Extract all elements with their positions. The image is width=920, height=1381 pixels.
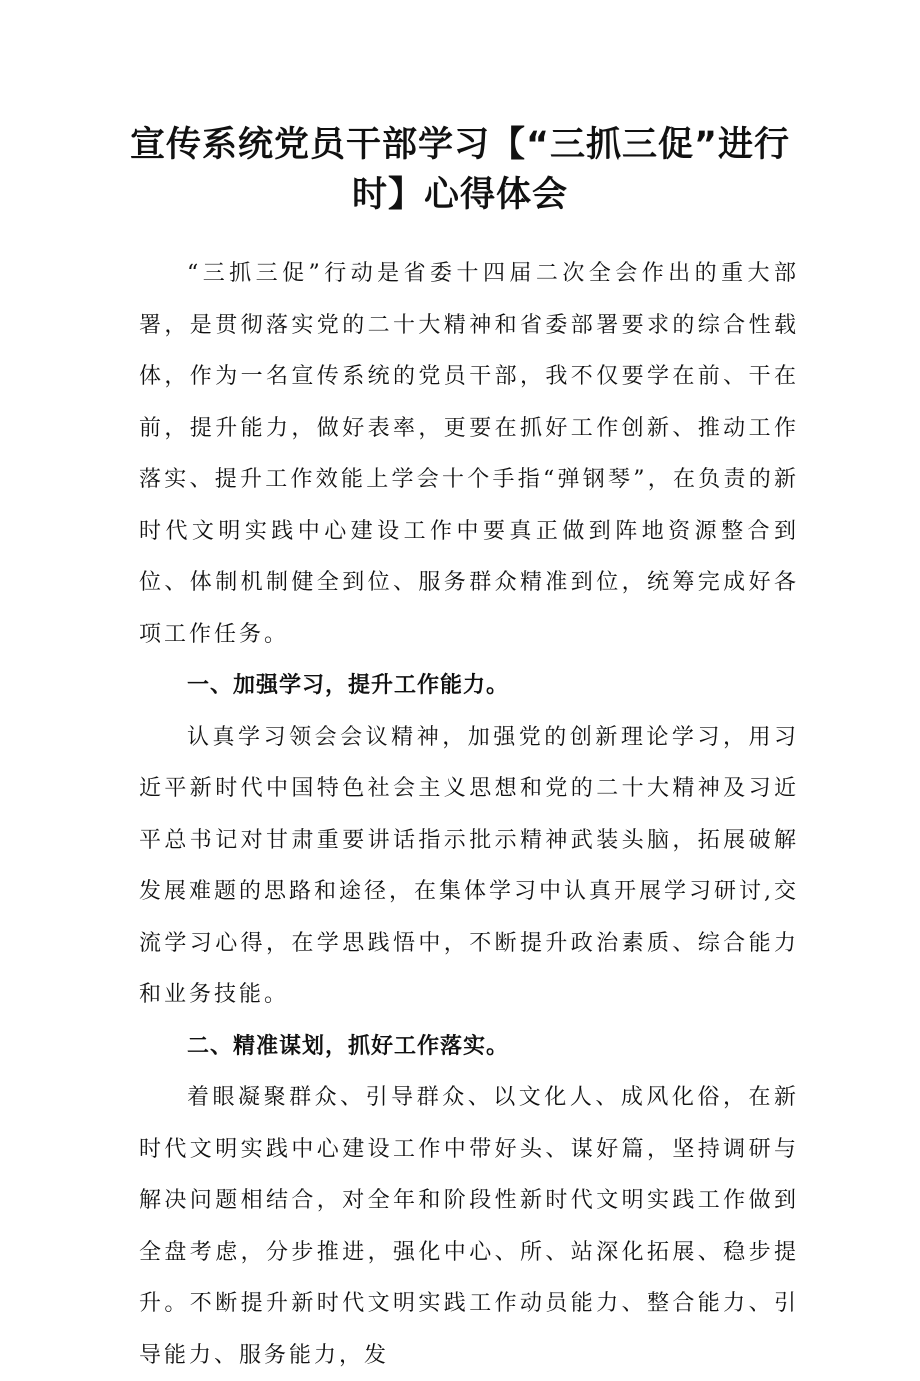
section-paragraph-2: 着眼凝聚群众、引导群众、以文化人、成风化俗，在新时代文明实践中心建设工作中带好头、谋好篇，坚持调研与解决问题相结合，对全年和阶段性新时代文明实践工作做到全盘考虑，分步推进，强化中心、所、站深化拓展、稳步提升。不断提升新时代文明实践工作动员能力、整合能力、引导能力、服务能力，发 <box>139 1085 799 1368</box>
intro-paragraph: “三抓三促”行动是省委十四届二次全会作出的重大部署，是贯彻落实党的二十大精神和省委部署要求的综合性载体，作为一名宣传系统的党员干部，我不仅要学在前、干在前，提升能力，做好表率，更要在抓好工作创新、推动工作落实、提升工作效能上学会十个手指“弹钢琴”，在负责的新时代文明实践中心建设工作中要真正做到阵地资源整合到位、体制机制健全到位、服务群众精准到位，统筹完成好各项工作任务。 <box>139 261 799 647</box>
document-title: 宣传系统党员干部学习【“三抓三促”进行时】心得体会 <box>129 125 790 215</box>
section-heading-2: 二、精准谋划，抓好工作落实。 <box>187 1033 510 1059</box>
section-paragraph-1: 认真学习领会会议精神，加强党的创新理论学习，用习近平新时代中国特色社会主义思想和党的二十大精神及习近平总书记对甘肃重要讲话指示批示精神武装头脑，拓展破解发展难题的思路和途径，在集体学习中认真开展学习研讨,交流学习心得，在学思践悟中，不断提升政治素质、综合能力和业务技能。 <box>139 724 799 1007</box>
section-heading-1: 一、加强学习，提升工作能力。 <box>187 673 510 698</box>
document-body <box>139 248 799 1381</box>
